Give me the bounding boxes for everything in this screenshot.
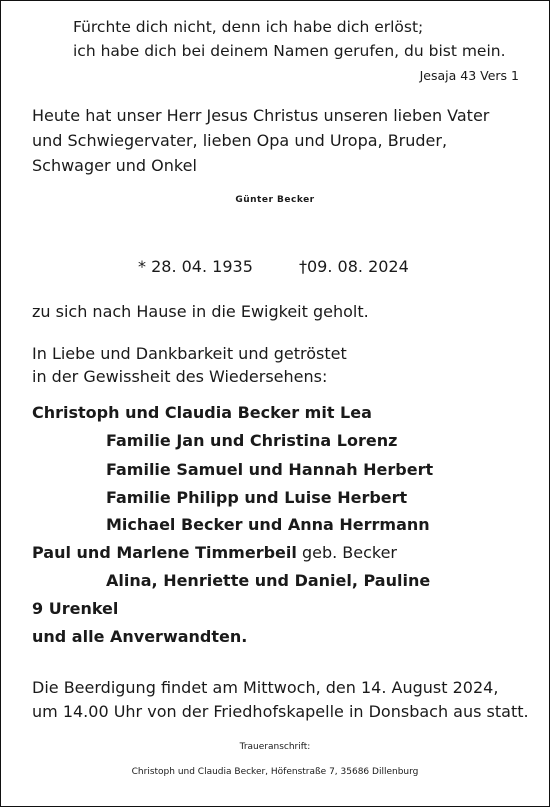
intro-line-3: Schwager und Onkel — [32, 156, 197, 175]
verse-line-1: Fürchte dich nicht, denn ich habe dich erlöst; — [73, 18, 424, 36]
mourner-line-6-name: Paul und Marlene Timmerbeil — [32, 543, 297, 562]
verse-reference: Jesaja 43 Vers 1 — [419, 68, 519, 83]
mourner-line-4: Familie Philipp und Luise Herbert — [106, 488, 408, 507]
mourner-line-3: Familie Samuel und Hannah Herbert — [106, 460, 434, 479]
gratitude-line-1: In Liebe und Dankbarkeit und getröstet — [32, 344, 347, 363]
funeral-line-1: Die Beerdigung findet am Mittwoch, den 14. August 2024, — [32, 678, 499, 697]
deceased-name: Günter Becker — [235, 195, 315, 205]
closing-line: zu sich nach Hause in die Ewigkeit geholt. — [32, 302, 369, 321]
mourner-line-1: Christoph und Claudia Becker mit Lea — [32, 403, 372, 422]
mourner-line-9: und alle Anverwandten. — [32, 627, 248, 646]
address-line: Christoph und Claudia Becker, Höfenstraße 7, 35686 Dillenburg — [131, 767, 419, 777]
address-label: Traueranschrift: — [239, 742, 311, 752]
death-date — [299, 257, 409, 276]
verse-line-2: ich habe dich bei deinem Namen gerufen, du bist mein. — [73, 42, 506, 60]
birth-date: * 28. 04. 1935 — [138, 257, 253, 276]
gratitude-line-2: in der Gewissheit des Wiedersehens: — [32, 367, 328, 386]
cross-icon: † — [299, 257, 307, 276]
mourner-line-5: Michael Becker und Anna Herrmann — [106, 515, 430, 534]
mourner-line-2: Familie Jan und Christina Lorenz — [106, 431, 398, 450]
intro-line-2: und Schwiegervater, lieben Opa und Uropa, Bruder, — [32, 131, 448, 150]
mourner-line-7: Alina, Henriette und Daniel, Pauline — [106, 571, 431, 590]
death-date-value: 09. 08. 2024 — [307, 257, 409, 276]
funeral-line-2: um 14.00 Uhr von der Friedhofskapelle in Donsbach aus statt. — [32, 702, 529, 721]
mourner-line-6 — [32, 543, 397, 562]
mourner-line-8: 9 Urenkel — [32, 599, 119, 618]
intro-line-1: Heute hat unser Herr Jesus Christus unseren lieben Vater — [32, 106, 490, 125]
mourner-line-6-suffix: geb. Becker — [296, 543, 398, 562]
